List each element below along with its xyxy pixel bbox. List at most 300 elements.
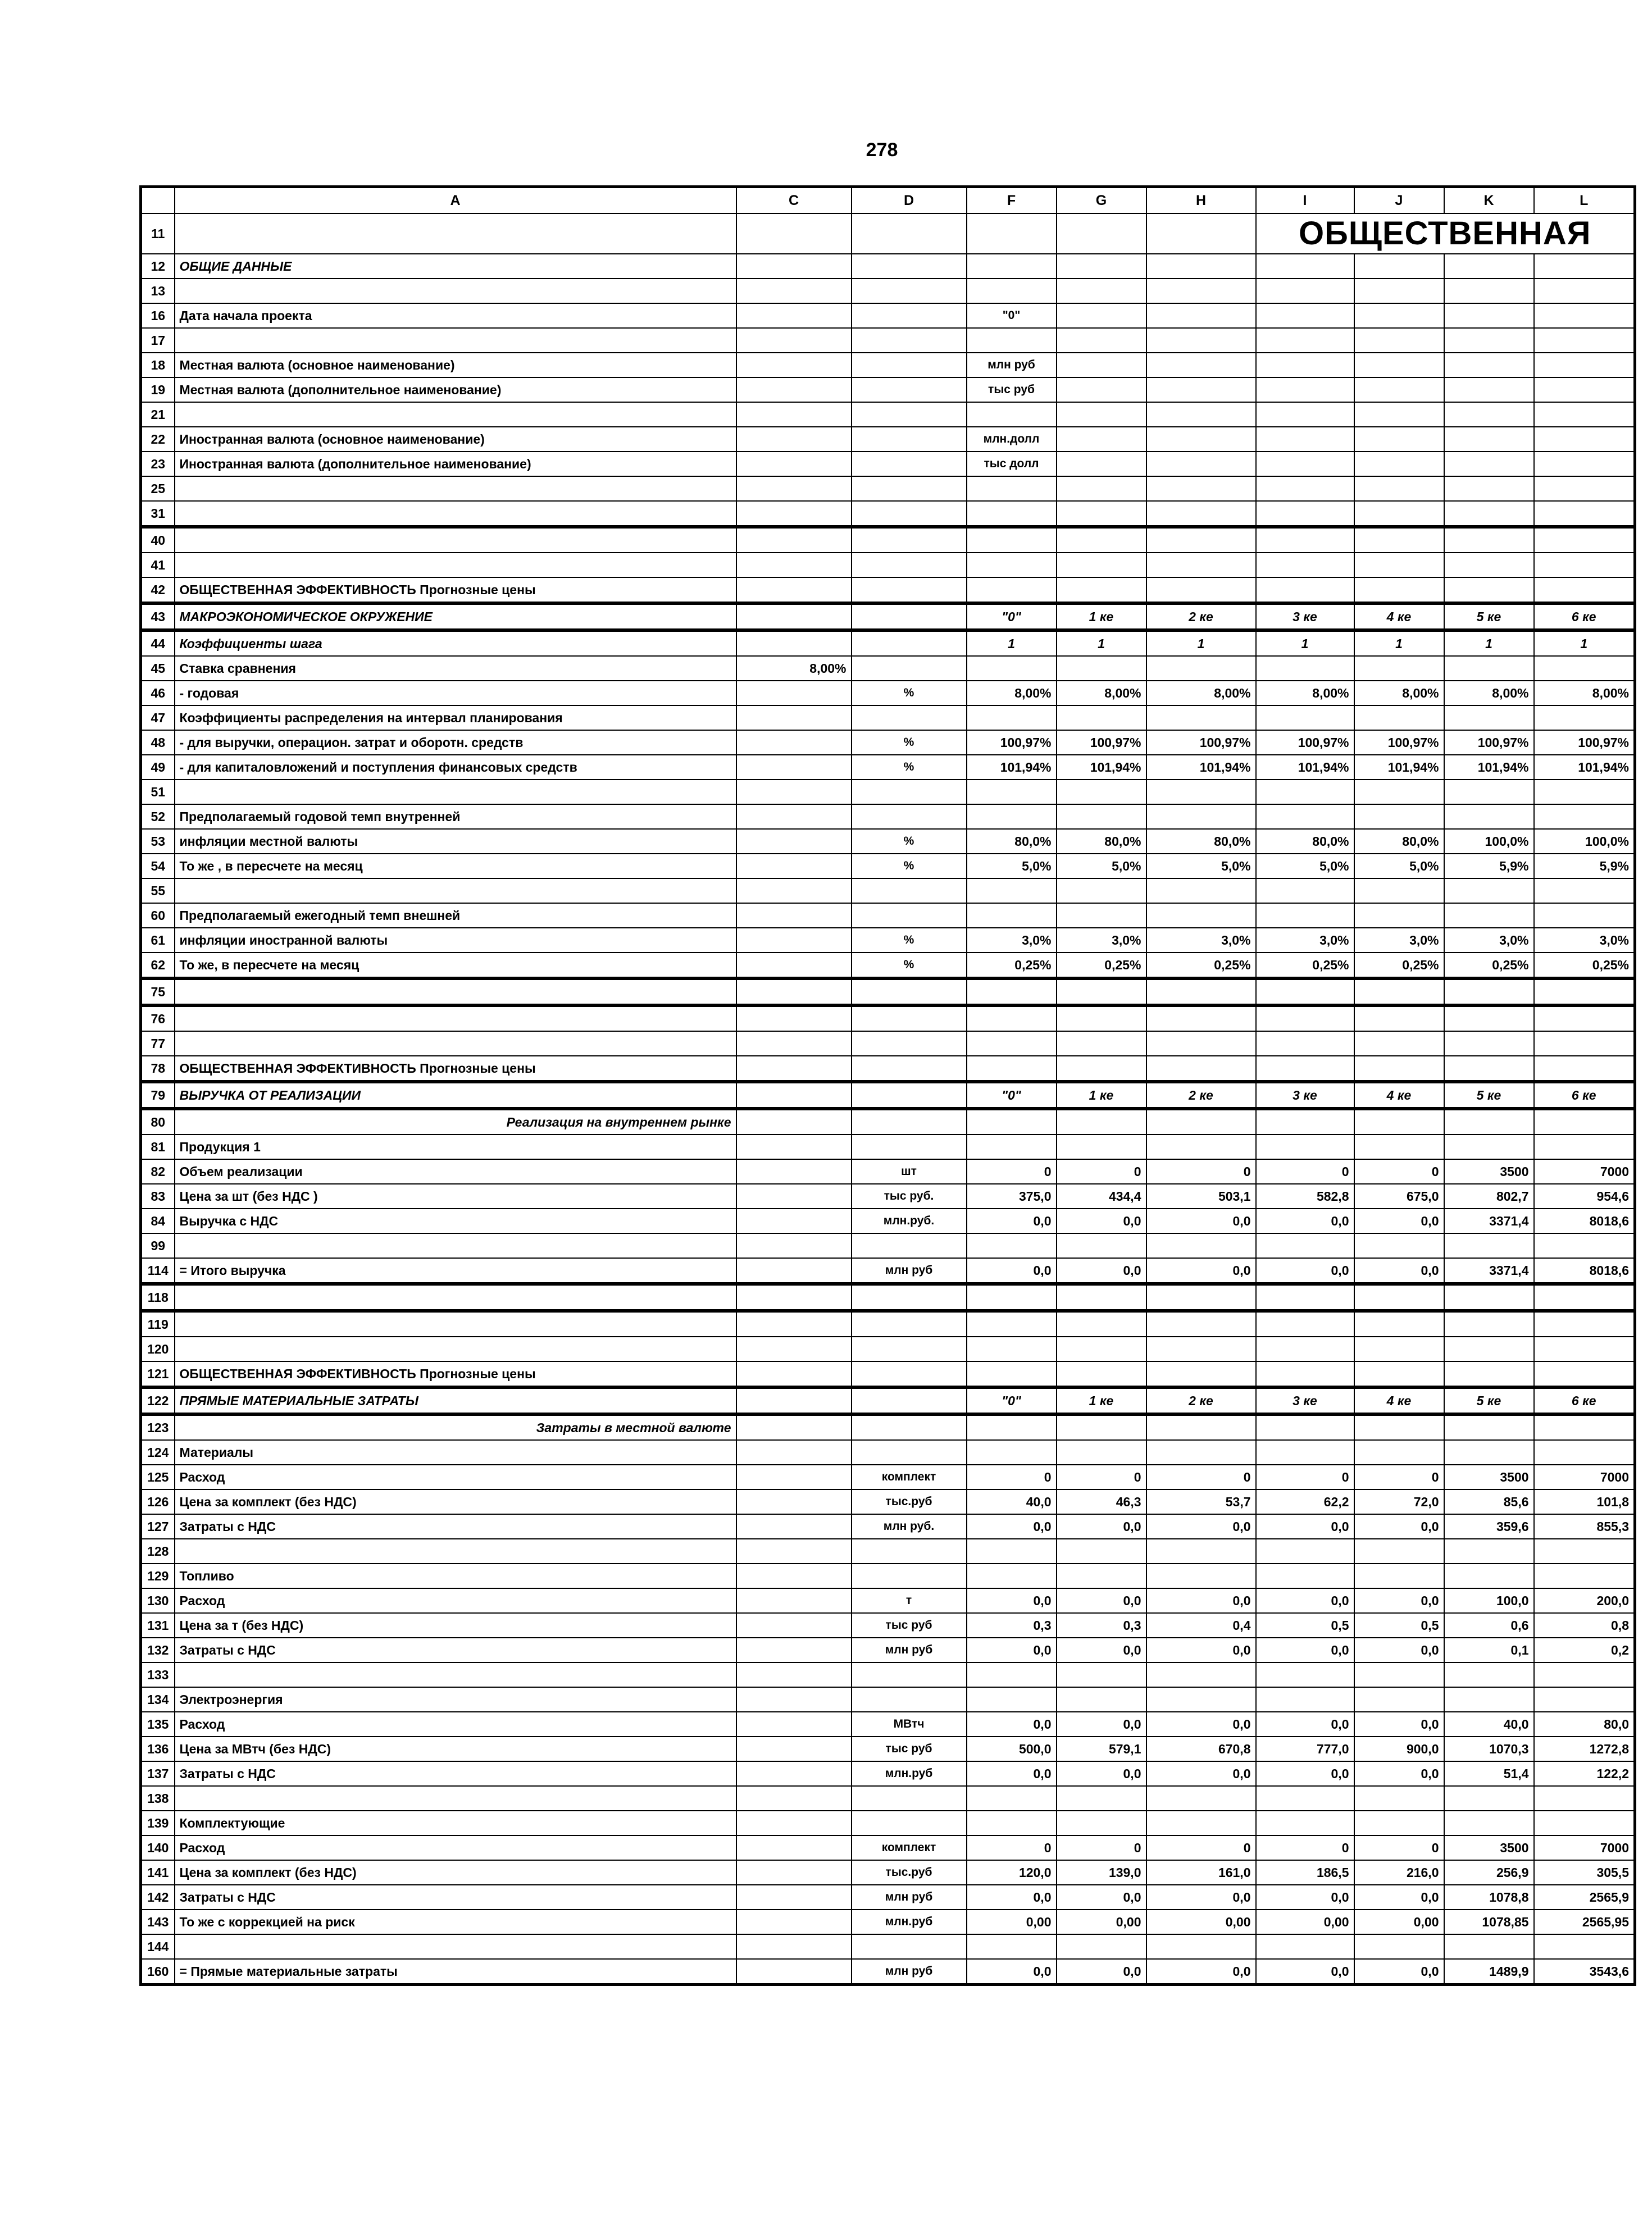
- cell[interactable]: [1146, 1284, 1256, 1311]
- cell[interactable]: [1146, 553, 1256, 577]
- value-cell[interactable]: 5,0%: [967, 854, 1057, 878]
- cell[interactable]: [1444, 328, 1534, 353]
- cell-c[interactable]: [736, 1934, 852, 1959]
- cell-d[interactable]: [852, 1005, 967, 1031]
- cell[interactable]: [1256, 427, 1354, 452]
- cell[interactable]: [1256, 1539, 1354, 1564]
- cell[interactable]: [1146, 1687, 1256, 1712]
- value-cell[interactable]: 0,25%: [967, 953, 1057, 978]
- cell-a[interactable]: [175, 978, 736, 1005]
- cell[interactable]: [1534, 452, 1635, 476]
- value-cell[interactable]: 0,0: [967, 1959, 1057, 1985]
- cell[interactable]: [967, 527, 1057, 553]
- value-cell[interactable]: 0,0: [1354, 1209, 1444, 1233]
- cell-d[interactable]: т: [852, 1588, 967, 1613]
- cell[interactable]: [1354, 527, 1444, 553]
- value-cell[interactable]: 900,0: [1354, 1737, 1444, 1761]
- row-number[interactable]: 142: [141, 1885, 175, 1910]
- row-number[interactable]: 46: [141, 681, 175, 705]
- cell-a[interactable]: [175, 501, 736, 527]
- value-cell[interactable]: 0,0: [1256, 1514, 1354, 1539]
- cell-a[interactable]: ОБЩЕСТВЕННАЯ ЭФФЕКТИВНОСТЬ Прогнозные цены: [175, 577, 736, 603]
- row-number[interactable]: 79: [141, 1082, 175, 1109]
- cell[interactable]: [1146, 804, 1256, 829]
- value-cell[interactable]: 161,0: [1146, 1860, 1256, 1885]
- cell[interactable]: [967, 476, 1057, 501]
- cell[interactable]: [1354, 804, 1444, 829]
- value-cell[interactable]: 5,0%: [1256, 854, 1354, 878]
- value-cell[interactable]: 3371,4: [1444, 1258, 1534, 1284]
- cell[interactable]: [1057, 1337, 1146, 1361]
- cell-a[interactable]: [175, 1337, 736, 1361]
- cell[interactable]: [1534, 1539, 1635, 1564]
- cell[interactable]: [967, 903, 1057, 928]
- cell[interactable]: [1256, 1361, 1354, 1387]
- cell[interactable]: [967, 656, 1057, 681]
- cell-a[interactable]: Затраты с НДС: [175, 1761, 736, 1786]
- cell-c[interactable]: [736, 1056, 852, 1082]
- cell-c[interactable]: [736, 452, 852, 476]
- cell-c[interactable]: [736, 1135, 852, 1159]
- row-number[interactable]: 84: [141, 1209, 175, 1233]
- value-cell[interactable]: 7000: [1534, 1465, 1635, 1489]
- cell-c[interactable]: [736, 1786, 852, 1811]
- value-cell[interactable]: 3 ке: [1256, 603, 1354, 630]
- cell-d[interactable]: [852, 377, 967, 402]
- cell[interactable]: [1354, 1662, 1444, 1687]
- cell[interactable]: [1146, 328, 1256, 353]
- value-cell[interactable]: 0,25%: [1534, 953, 1635, 978]
- cell-d[interactable]: [852, 328, 967, 353]
- cell[interactable]: [1146, 1934, 1256, 1959]
- cell[interactable]: [1057, 1284, 1146, 1311]
- cell[interactable]: [1444, 878, 1534, 903]
- column-header-d[interactable]: D: [852, 187, 967, 214]
- cell[interactable]: [1146, 1135, 1256, 1159]
- value-cell[interactable]: 6 ке: [1534, 603, 1635, 630]
- row-number[interactable]: 17: [141, 328, 175, 353]
- cell-a[interactable]: Расход: [175, 1712, 736, 1737]
- cell[interactable]: [1057, 213, 1146, 254]
- cell[interactable]: [1354, 1284, 1444, 1311]
- cell-d[interactable]: [852, 978, 967, 1005]
- value-cell[interactable]: 0,4: [1146, 1613, 1256, 1638]
- value-cell[interactable]: 0,0: [967, 1712, 1057, 1737]
- value-cell[interactable]: 5,9%: [1444, 854, 1534, 878]
- value-cell[interactable]: 0,0: [1146, 1638, 1256, 1662]
- value-cell[interactable]: 0,0: [1256, 1209, 1354, 1233]
- column-header-l[interactable]: L: [1534, 187, 1635, 214]
- value-cell[interactable]: 0,0: [1256, 1959, 1354, 1985]
- value-cell[interactable]: 579,1: [1057, 1737, 1146, 1761]
- value-cell[interactable]: 1 ке: [1057, 603, 1146, 630]
- value-cell[interactable]: 0,8: [1534, 1613, 1635, 1638]
- column-header-j[interactable]: J: [1354, 187, 1444, 214]
- cell-d[interactable]: [852, 1414, 967, 1440]
- cell[interactable]: [967, 577, 1057, 603]
- cell-d[interactable]: %: [852, 829, 967, 854]
- cell[interactable]: [1534, 1934, 1635, 1959]
- cell[interactable]: [1057, 656, 1146, 681]
- value-cell[interactable]: 0,0: [1354, 1588, 1444, 1613]
- value-cell[interactable]: 216,0: [1354, 1860, 1444, 1885]
- cell[interactable]: [1534, 476, 1635, 501]
- cell[interactable]: [1534, 656, 1635, 681]
- value-cell[interactable]: 3,0%: [1444, 928, 1534, 953]
- row-number[interactable]: 127: [141, 1514, 175, 1539]
- value-cell[interactable]: 51,4: [1444, 1761, 1534, 1786]
- cell[interactable]: [1146, 377, 1256, 402]
- cell[interactable]: [1256, 254, 1354, 279]
- row-number[interactable]: 130: [141, 1588, 175, 1613]
- cell[interactable]: [1256, 1337, 1354, 1361]
- value-cell[interactable]: 305,5: [1534, 1860, 1635, 1885]
- cell[interactable]: [967, 402, 1057, 427]
- cell[interactable]: [1354, 1109, 1444, 1135]
- row-number[interactable]: 44: [141, 630, 175, 656]
- cell[interactable]: [1444, 452, 1534, 476]
- value-cell[interactable]: 80,0%: [1354, 829, 1444, 854]
- cell[interactable]: [1256, 978, 1354, 1005]
- cell-a[interactable]: [175, 1031, 736, 1056]
- cell-a[interactable]: [175, 476, 736, 501]
- cell-d[interactable]: [852, 1564, 967, 1588]
- row-number[interactable]: 136: [141, 1737, 175, 1761]
- cell-c[interactable]: [736, 1109, 852, 1135]
- cell-a[interactable]: - для выручки, операцион. затрат и оборотн. средств: [175, 730, 736, 755]
- cell[interactable]: [967, 1005, 1057, 1031]
- value-cell[interactable]: 0,00: [1354, 1910, 1444, 1934]
- cell[interactable]: [1057, 903, 1146, 928]
- row-number[interactable]: 131: [141, 1613, 175, 1638]
- cell[interactable]: [1354, 452, 1444, 476]
- value-cell[interactable]: 3500: [1444, 1159, 1534, 1184]
- cell[interactable]: [1146, 1109, 1256, 1135]
- value-cell[interactable]: 0,1: [1444, 1638, 1534, 1662]
- value-cell[interactable]: 2 ке: [1146, 1387, 1256, 1414]
- cell[interactable]: [1534, 1031, 1635, 1056]
- value-cell[interactable]: 0,0: [1146, 1885, 1256, 1910]
- cell[interactable]: [1444, 402, 1534, 427]
- cell[interactable]: [1444, 903, 1534, 928]
- cell-c[interactable]: [736, 854, 852, 878]
- cell[interactable]: [1057, 878, 1146, 903]
- cell-a[interactable]: ОБЩЕСТВЕННАЯ ЭФФЕКТИВНОСТЬ Прогнозные цены: [175, 1361, 736, 1387]
- cell-a[interactable]: Цена за комплект (без НДС): [175, 1489, 736, 1514]
- cell-a[interactable]: Местная валюта (дополнительное наименование): [175, 377, 736, 402]
- value-cell[interactable]: 120,0: [967, 1860, 1057, 1885]
- cell[interactable]: [1256, 402, 1354, 427]
- value-cell[interactable]: 0,25%: [1146, 953, 1256, 978]
- cell-c[interactable]: [736, 1564, 852, 1588]
- cell-d[interactable]: [852, 402, 967, 427]
- cell[interactable]: [1444, 1311, 1534, 1337]
- value-cell[interactable]: 0: [1256, 1159, 1354, 1184]
- value-cell[interactable]: 101,94%: [1057, 755, 1146, 780]
- cell[interactable]: [967, 1233, 1057, 1258]
- cell[interactable]: [1354, 1440, 1444, 1465]
- cell[interactable]: [1256, 1786, 1354, 1811]
- value-cell[interactable]: 0,00: [967, 1910, 1057, 1934]
- cell-c[interactable]: [736, 928, 852, 953]
- cell-d[interactable]: %: [852, 953, 967, 978]
- cell[interactable]: [967, 1539, 1057, 1564]
- column-header-c[interactable]: C: [736, 187, 852, 214]
- cell[interactable]: [1057, 1361, 1146, 1387]
- cell-a[interactable]: Расход: [175, 1835, 736, 1860]
- value-cell[interactable]: 3,0%: [1256, 928, 1354, 953]
- row-number[interactable]: 126: [141, 1489, 175, 1514]
- row-number[interactable]: 141: [141, 1860, 175, 1885]
- value-cell[interactable]: 3,0%: [1146, 928, 1256, 953]
- value-cell[interactable]: 1078,85: [1444, 1910, 1534, 1934]
- cell[interactable]: [1256, 1311, 1354, 1337]
- cell-c[interactable]: [736, 1737, 852, 1761]
- cell[interactable]: [1256, 804, 1354, 829]
- cell-d[interactable]: [852, 1031, 967, 1056]
- cell-c[interactable]: [736, 603, 852, 630]
- row-number[interactable]: 121: [141, 1361, 175, 1387]
- cell[interactable]: [1444, 577, 1534, 603]
- cell[interactable]: [967, 1564, 1057, 1588]
- value-cell[interactable]: 100,0%: [1534, 829, 1635, 854]
- cell-c[interactable]: [736, 1361, 852, 1387]
- value-cell[interactable]: 80,0: [1534, 1712, 1635, 1737]
- cell-d[interactable]: [852, 279, 967, 303]
- cell[interactable]: [1256, 1233, 1354, 1258]
- row-number[interactable]: 119: [141, 1311, 175, 1337]
- cell-a[interactable]: Комплектующие: [175, 1811, 736, 1835]
- cell[interactable]: [1146, 1056, 1256, 1082]
- cell[interactable]: [1057, 1786, 1146, 1811]
- cell[interactable]: [1534, 377, 1635, 402]
- cell-a[interactable]: То же , в пересчете на месяц: [175, 854, 736, 878]
- cell-c[interactable]: [736, 1860, 852, 1885]
- cell-c[interactable]: [736, 353, 852, 377]
- value-cell[interactable]: 80,0%: [1057, 829, 1146, 854]
- cell[interactable]: [1057, 254, 1146, 279]
- cell-d[interactable]: [852, 577, 967, 603]
- cell[interactable]: [1354, 254, 1444, 279]
- sheet-title[interactable]: ОБЩЕСТВЕННАЯ: [1256, 213, 1635, 254]
- row-number[interactable]: 47: [141, 705, 175, 730]
- row-number[interactable]: 78: [141, 1056, 175, 1082]
- cell[interactable]: [1534, 303, 1635, 328]
- value-cell[interactable]: 0,0: [1146, 1712, 1256, 1737]
- cell[interactable]: [1354, 1311, 1444, 1337]
- cell[interactable]: [1534, 903, 1635, 928]
- cell[interactable]: [1444, 1337, 1534, 1361]
- cell[interactable]: [1354, 577, 1444, 603]
- cell-c[interactable]: [736, 1835, 852, 1860]
- cell[interactable]: [1444, 353, 1534, 377]
- cell-d[interactable]: [852, 254, 967, 279]
- cell-c[interactable]: [736, 1761, 852, 1786]
- cell-c[interactable]: [736, 804, 852, 829]
- cell-a[interactable]: Расход: [175, 1588, 736, 1613]
- cell[interactable]: [1057, 427, 1146, 452]
- cell-d[interactable]: тыс.руб: [852, 1860, 967, 1885]
- cell-c[interactable]: [736, 903, 852, 928]
- cell[interactable]: [967, 780, 1057, 804]
- cell-a[interactable]: Затраты с НДС: [175, 1514, 736, 1539]
- value-cell[interactable]: 0,0: [1057, 1959, 1146, 1985]
- cell[interactable]: [1534, 1233, 1635, 1258]
- cell-c[interactable]: [736, 303, 852, 328]
- value-cell[interactable]: 3,0%: [1057, 928, 1146, 953]
- cell-c[interactable]: [736, 978, 852, 1005]
- cell-a[interactable]: [175, 1284, 736, 1311]
- row-number[interactable]: 25: [141, 476, 175, 501]
- cell[interactable]: [1057, 577, 1146, 603]
- cell[interactable]: [1256, 1135, 1354, 1159]
- value-cell[interactable]: 954,6: [1534, 1184, 1635, 1209]
- cell-a[interactable]: [175, 1539, 736, 1564]
- value-cell[interactable]: 4 ке: [1354, 1082, 1444, 1109]
- value-cell[interactable]: 500,0: [967, 1737, 1057, 1761]
- value-cell[interactable]: 5 ке: [1444, 1082, 1534, 1109]
- cell[interactable]: [1534, 1440, 1635, 1465]
- row-number[interactable]: 114: [141, 1258, 175, 1284]
- value-cell[interactable]: 256,9: [1444, 1860, 1534, 1885]
- cell-c[interactable]: [736, 1539, 852, 1564]
- cell[interactable]: [1444, 1361, 1534, 1387]
- cell[interactable]: [1444, 1564, 1534, 1588]
- value-cell[interactable]: 5,0%: [1057, 854, 1146, 878]
- cell-d[interactable]: [852, 1284, 967, 1311]
- cell[interactable]: [1444, 804, 1534, 829]
- value-cell[interactable]: 8,00%: [1534, 681, 1635, 705]
- row-number[interactable]: 160: [141, 1959, 175, 1985]
- row-number[interactable]: 125: [141, 1465, 175, 1489]
- cell[interactable]: [1444, 1687, 1534, 1712]
- cell[interactable]: [1354, 303, 1444, 328]
- value-cell[interactable]: 0,00: [1146, 1910, 1256, 1934]
- value-cell[interactable]: 0,2: [1534, 1638, 1635, 1662]
- row-number[interactable]: 48: [141, 730, 175, 755]
- cell-d[interactable]: тыс руб: [852, 1737, 967, 1761]
- cell[interactable]: [1534, 254, 1635, 279]
- cell-c[interactable]: [736, 1662, 852, 1687]
- cell-d[interactable]: [852, 527, 967, 553]
- cell[interactable]: [1354, 1233, 1444, 1258]
- cell-c[interactable]: [736, 1082, 852, 1109]
- cell-d[interactable]: [852, 476, 967, 501]
- value-cell[interactable]: 46,3: [1057, 1489, 1146, 1514]
- cell[interactable]: [1444, 1811, 1534, 1835]
- cell[interactable]: [1534, 1662, 1635, 1687]
- cell-c[interactable]: [736, 1209, 852, 1233]
- cell-c[interactable]: [736, 1031, 852, 1056]
- value-cell[interactable]: 1 ке: [1057, 1387, 1146, 1414]
- value-cell[interactable]: 80,0%: [1146, 829, 1256, 854]
- row-number[interactable]: 75: [141, 978, 175, 1005]
- row-number[interactable]: 137: [141, 1761, 175, 1786]
- cell[interactable]: [1354, 328, 1444, 353]
- value-cell[interactable]: 122,2: [1534, 1761, 1635, 1786]
- cell-c[interactable]: [736, 501, 852, 527]
- cell-f[interactable]: млн.долл: [967, 427, 1057, 452]
- value-cell[interactable]: 0: [1354, 1465, 1444, 1489]
- cell[interactable]: [1444, 279, 1534, 303]
- cell-a[interactable]: Затраты с НДС: [175, 1885, 736, 1910]
- column-header-f[interactable]: F: [967, 187, 1057, 214]
- cell[interactable]: [1534, 1361, 1635, 1387]
- cell[interactable]: [1256, 656, 1354, 681]
- cell[interactable]: [1057, 1564, 1146, 1588]
- cell-c[interactable]: [736, 1005, 852, 1031]
- cell[interactable]: [1146, 476, 1256, 501]
- cell[interactable]: [1534, 978, 1635, 1005]
- cell[interactable]: [1534, 1687, 1635, 1712]
- row-number[interactable]: 129: [141, 1564, 175, 1588]
- value-cell[interactable]: 0,0: [1354, 1638, 1444, 1662]
- cell-f[interactable]: тыс руб: [967, 377, 1057, 402]
- value-cell[interactable]: 0: [1057, 1465, 1146, 1489]
- cell[interactable]: [1534, 279, 1635, 303]
- value-cell[interactable]: 5 ке: [1444, 603, 1534, 630]
- cell[interactable]: [967, 1361, 1057, 1387]
- cell[interactable]: [967, 1440, 1057, 1465]
- cell-d[interactable]: [852, 1440, 967, 1465]
- cell[interactable]: [1146, 527, 1256, 553]
- value-cell[interactable]: 0,5: [1256, 1613, 1354, 1638]
- value-cell[interactable]: 0: [1146, 1159, 1256, 1184]
- cell[interactable]: [1354, 402, 1444, 427]
- value-cell[interactable]: 85,6: [1444, 1489, 1534, 1514]
- cell[interactable]: [1146, 978, 1256, 1005]
- value-cell[interactable]: 3500: [1444, 1835, 1534, 1860]
- cell[interactable]: [1354, 1361, 1444, 1387]
- value-cell[interactable]: "0": [967, 1387, 1057, 1414]
- value-cell[interactable]: 0,0: [1146, 1209, 1256, 1233]
- value-cell[interactable]: 1078,8: [1444, 1885, 1534, 1910]
- column-header-h[interactable]: H: [1146, 187, 1256, 214]
- value-cell[interactable]: 100,97%: [1256, 730, 1354, 755]
- cell[interactable]: [1534, 780, 1635, 804]
- value-cell[interactable]: 100,97%: [967, 730, 1057, 755]
- cell-a[interactable]: [175, 1786, 736, 1811]
- value-cell[interactable]: 855,3: [1534, 1514, 1635, 1539]
- cell-d[interactable]: [852, 804, 967, 829]
- cell-d[interactable]: [852, 903, 967, 928]
- value-cell[interactable]: 0,3: [1057, 1613, 1146, 1638]
- cell[interactable]: [1534, 1414, 1635, 1440]
- cell[interactable]: [1444, 1440, 1534, 1465]
- row-number[interactable]: 51: [141, 780, 175, 804]
- cell[interactable]: [967, 328, 1057, 353]
- value-cell[interactable]: 0,0: [967, 1588, 1057, 1613]
- value-cell[interactable]: 802,7: [1444, 1184, 1534, 1209]
- column-header-a[interactable]: A: [175, 187, 736, 214]
- row-number[interactable]: 55: [141, 878, 175, 903]
- cell[interactable]: [1256, 903, 1354, 928]
- cell[interactable]: [967, 254, 1057, 279]
- cell[interactable]: [1354, 1337, 1444, 1361]
- value-cell[interactable]: 3,0%: [967, 928, 1057, 953]
- row-number[interactable]: 80: [141, 1109, 175, 1135]
- row-number[interactable]: 133: [141, 1662, 175, 1687]
- cell-a[interactable]: [175, 1005, 736, 1031]
- cell[interactable]: [1534, 1786, 1635, 1811]
- row-number[interactable]: 144: [141, 1934, 175, 1959]
- cell[interactable]: [967, 1811, 1057, 1835]
- cell[interactable]: [1146, 1414, 1256, 1440]
- cell[interactable]: [967, 978, 1057, 1005]
- row-number[interactable]: 83: [141, 1184, 175, 1209]
- row-number[interactable]: 54: [141, 854, 175, 878]
- value-cell[interactable]: 0,0: [1354, 1712, 1444, 1737]
